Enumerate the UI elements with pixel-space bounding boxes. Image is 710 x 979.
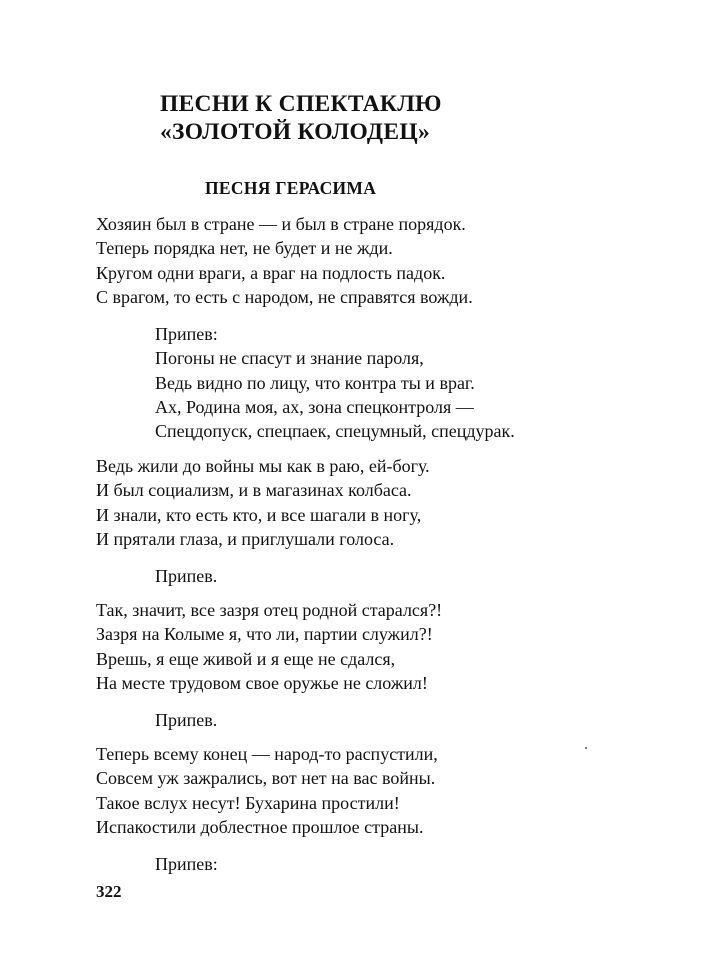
chorus-ref [155,852,218,876]
verse-2 [96,454,430,551]
chorus [155,322,515,443]
chorus-line: Погоны не спасут и знание пароля, [155,348,424,369]
verse-line: Хозяин был в стране — и был в стране порядок. [96,214,466,234]
verse-line: Теперь всему конец — народ-то распустили, [96,744,438,764]
verse-line: С врагом, то есть с народом, не справятся вожди. [96,286,473,307]
verse-line: И прятали глаза, и приглушали голоса. [96,528,395,549]
song-title: ПЕСНЯ ГЕРАСИМА [205,178,377,198]
print-speck [585,747,587,749]
verse-1 [96,212,473,309]
verse-line: И знали, кто есть кто, и все шагали в ногу, [96,504,422,525]
verse-line: Кругом одни враги, а враг на подлость падок. [96,262,446,283]
page-title [160,90,442,146]
verse-line: И был социализм, и в магазинах колбаса. [96,480,412,501]
chorus-label: Припев: [155,324,218,344]
verse-3 [96,598,442,695]
title-line: ПЕСНИ К СПЕКТАКЛЮ [160,91,442,117]
verse-line: Так, значит, все зазря отец родной старался?! [96,600,443,620]
verse-line: Ведь жили до войны мы как в раю, ей-богу. [96,456,430,476]
verse-line: Врешь, я еще живой и я еще не сдался, [96,648,396,669]
chorus-label: Припев: [155,854,218,874]
verse-line: Испакостили доблестное прошлое страны. [96,816,424,837]
chorus-line: Ах, Родина моя, ах, зона спецконтроля — [155,396,474,417]
verse-line: Такое вслух несут! Бухарина простили! [96,792,400,813]
verse-line: Совсем уж зажрались, вот нет на вас войны. [96,768,436,789]
verse-line: На месте трудовом свое оружье не сложил! [96,672,428,693]
verse-line: Теперь порядка нет, не будет и не жди. [96,238,393,259]
chorus-line: Ведь видно по лицу, что контра ты и враг. [155,372,475,393]
chorus-label: Припев. [155,566,218,586]
page-number: 322 [96,882,122,901]
title-line: «ЗОЛОТОЙ КОЛОДЕЦ» [160,119,431,145]
verse-line: Зазря на Колыме я, что ли, партии служил?! [96,624,433,645]
chorus-label: Припев. [155,710,218,730]
chorus-ref [155,708,217,732]
chorus-line: Спецдопуск, спецпаек, спецумный, спецдурак. [155,421,515,442]
chorus-ref [155,564,217,588]
verse-4 [96,742,438,839]
